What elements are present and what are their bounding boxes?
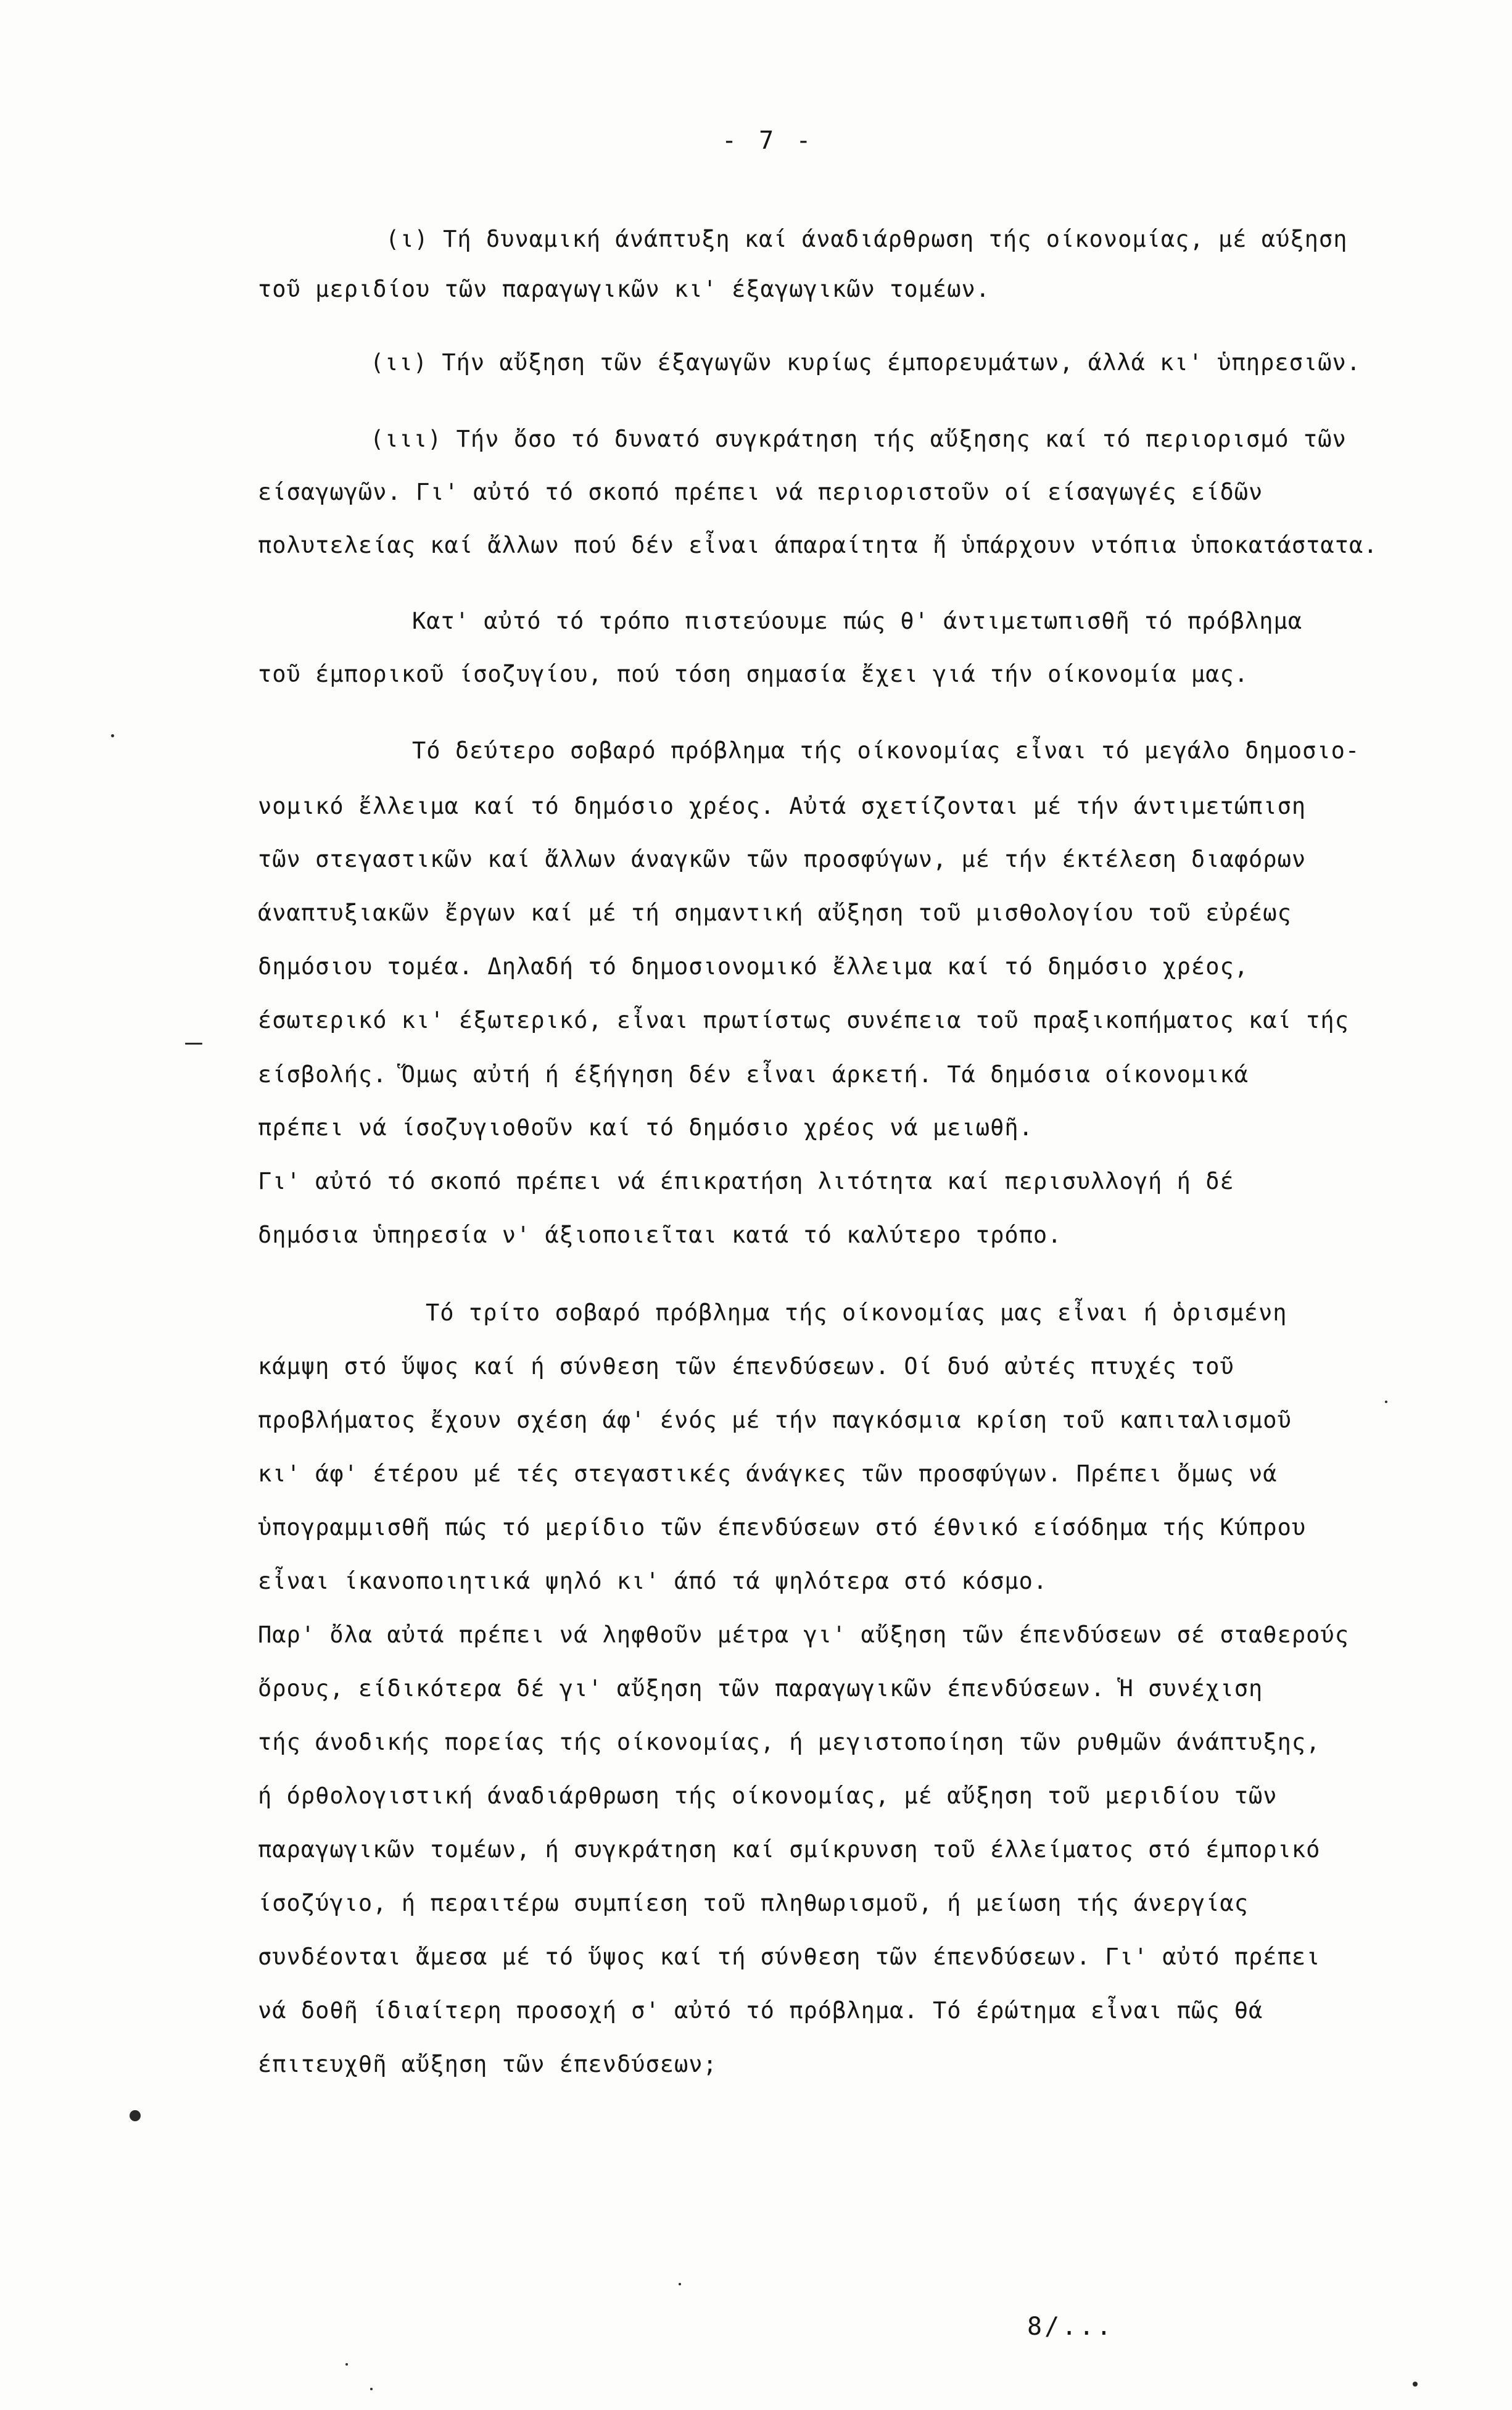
scan-speck bbox=[1385, 1401, 1387, 1403]
text-line: παραγωγικῶν τομέων, ή συγκράτηση καί σμίκρυνση τοῦ έλλείματος στό έμπορικό bbox=[258, 1836, 1321, 1863]
text-line: (ιιι) Τήν ὄσο τό δυνατό συγκράτηση τής αὔξησης καί τό περιορισμό τῶν bbox=[370, 426, 1347, 452]
text-line: ὑπογραμμισθῆ πώς τό μερίδιο τῶν έπενδύσεων στό έθνικό είσόδημα τής Κύπρου bbox=[258, 1514, 1307, 1541]
text-line: πολυτελείας καί ἄλλων πού δέν εἶναι άπαραίτητα ἤ ὑπάρχουν ντόπια ὑποκατάστατα. bbox=[258, 532, 1378, 558]
text-line: Γι' αὐτό τό σκοπό πρέπει νά έπικρατήση λιτότητα καί περισυλλογή ή δέ bbox=[258, 1168, 1234, 1195]
text-line: συνδέονται ἄμεσα μέ τό ὕψος καί τή σύνθεση τῶν έπενδύσεων. Γι' αὐτό πρέπει bbox=[258, 1944, 1321, 1970]
text-line: προβλήματος ἔχουν σχέση άφ' ένός μέ τήν παγκόσμια κρίση τοῦ καπιταλισμοῦ bbox=[258, 1407, 1292, 1433]
text-line: είσβολής. Ὅμως αὐτή ή έξήγηση δέν εἶναι άρκετή. Τά δημόσια οίκονομικά bbox=[258, 1061, 1249, 1088]
text-line: νομικό ἔλλειμα καί τό δημόσιο χρέος. Αὐτά σχετίζονται μέ τήν άντιμετώπιση bbox=[258, 793, 1307, 819]
text-line: δημόσιου τομέα. Δηλαδή τό δημοσιονομικό ἔλλειμα καί τό δημόσιο χρέος, bbox=[258, 953, 1249, 980]
scan-speck bbox=[370, 2388, 373, 2390]
text-line: κι' άφ' έτέρου μέ τές στεγαστικές άνάγκες τῶν προσφύγων. Πρέπει ὄμως νά bbox=[258, 1460, 1278, 1487]
text-line: τής άνοδικής πορείας τής οίκονομίας, ή μεγιστοποίηση τῶν ρυθμῶν άνάπτυξης, bbox=[258, 1729, 1321, 1755]
scan-speck bbox=[130, 2110, 141, 2121]
text-line: Κατ' αὐτό τό τρόπο πιστεύουμε πώς θ' άντιμετωπισθῆ τό πρόβλημα bbox=[412, 608, 1303, 634]
page-number: - 7 - bbox=[722, 126, 815, 155]
text-line: τοῦ μεριδίου τῶν παραγωγικῶν κι' έξαγωγικῶν τομέων. bbox=[258, 276, 991, 302]
text-line: ίσοζύγιο, ή περαιτέρω συμπίεση τοῦ πληθωρισμοῦ, ή μείωση τής άνεργίας bbox=[258, 1890, 1249, 1916]
text-line: έσωτερικό κι' έξωτερικό, εἶναι πρωτίστως συνέπεια τοῦ πραξικοπήματος καί τής bbox=[258, 1007, 1349, 1033]
text-line: (ιι) Τήν αὔξηση τῶν έξαγωγῶν κυρίως έμπορευμάτων, άλλά κι' ὑπηρεσιῶν. bbox=[370, 349, 1361, 376]
text-line: άναπτυξιακῶν ἔργων καί μέ τή σημαντική αὔξηση τοῦ μισθολογίου τοῦ εὐρέως bbox=[258, 900, 1292, 926]
text-line: ή όρθολογιστική άναδιάρθρωση τής οίκονομίας, μέ αὔξηση τοῦ μεριδίου τῶν bbox=[258, 1783, 1278, 1809]
scan-mark bbox=[185, 1043, 202, 1045]
scan-speck bbox=[345, 2363, 348, 2366]
text-line: (ι) Τή δυναμική άνάπτυξη καί άναδιάρθρωση τής οίκονομίας, μέ αύξηση bbox=[386, 226, 1348, 252]
text-line: νά δοθῆ ίδιαίτερη προσοχή σ' αὐτό τό πρόβλημα. Τό έρώτημα εἶναι πῶς θά bbox=[258, 1997, 1263, 2024]
scan-speck bbox=[1413, 2382, 1418, 2387]
text-line: Τό τρίτο σοβαρό πρόβλημα τής οίκονομίας μας εἶναι ή ὁρισμένη bbox=[426, 1299, 1287, 1326]
text-line: Τό δεύτερο σοβαρό πρόβλημα τής οίκονομίας εἶναι τό μεγάλο δημοσιο- bbox=[412, 737, 1360, 764]
text-line: δημόσια ὑπηρεσία ν' άξιοποιεῖται κατά τό καλύτερο τρόπο. bbox=[258, 1222, 1062, 1248]
text-line: έπιτευχθῆ αὔξηση τῶν έπενδύσεων; bbox=[258, 2051, 717, 2077]
scan-speck bbox=[111, 734, 114, 737]
text-line: πρέπει νά ίσοζυγιοθοῦν καί τό δημόσιο χρέος νά μειωθῆ. bbox=[258, 1114, 1033, 1141]
continuation-marker: 8/... bbox=[1027, 2313, 1114, 2341]
text-line: κάμψη στό ὕψος καί ή σύνθεση τῶν έπενδύσεων. Οί δυό αὐτές πτυχές τοῦ bbox=[258, 1353, 1234, 1380]
text-line: εἶναι ίκανοποιητικά ψηλό κι' άπό τά ψηλότερα στό κόσμο. bbox=[258, 1568, 1048, 1594]
text-line: είσαγωγῶν. Γι' αὐτό τό σκοπό πρέπει νά περιοριστοῦν οί είσαγωγές είδῶν bbox=[258, 479, 1263, 505]
text-line: τοῦ έμπορικοῦ ίσοζυγίου, πού τόση σημασία ἔχει γιά τήν οίκονομία μας. bbox=[258, 661, 1249, 687]
text-line: Παρ' ὄλα αὐτά πρέπει νά ληφθοῦν μέτρα γι' αὔξηση τῶν έπενδύσεων σέ σταθερούς bbox=[258, 1621, 1349, 1648]
text-line: ὄρους, είδικότερα δέ γι' αὔξηση τῶν παραγωγικῶν έπενδύσεων. Ἡ συνέχιση bbox=[258, 1675, 1263, 1702]
text-line: τῶν στεγαστικῶν καί ἄλλων άναγκῶν τῶν προσφύγων, μέ τήν έκτέλεση διαφόρων bbox=[258, 846, 1307, 872]
scan-speck bbox=[679, 2283, 681, 2285]
